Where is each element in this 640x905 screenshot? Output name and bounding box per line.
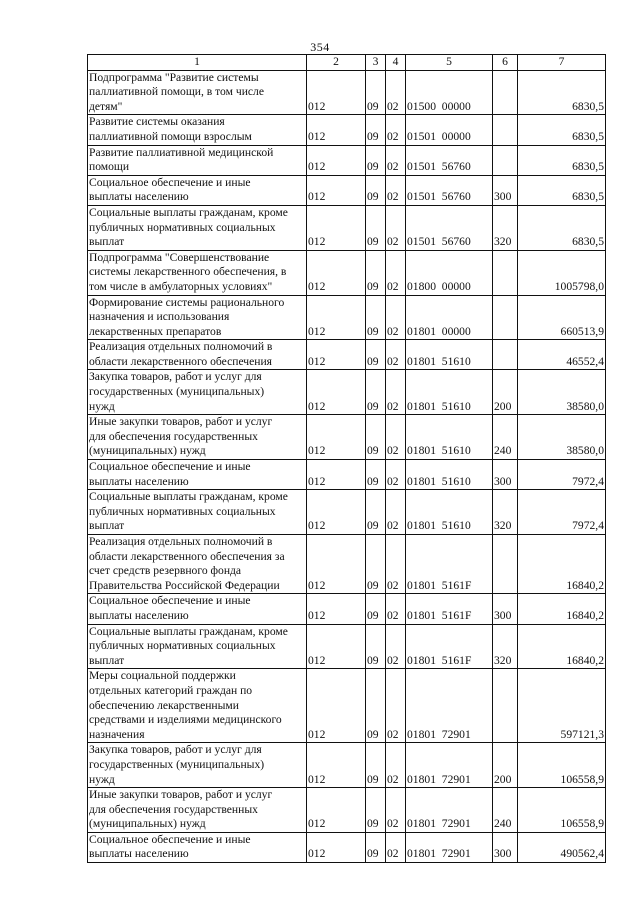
ministry-code-cell: 012 [307,340,366,370]
expense-type-cell: 320 [493,205,518,250]
row-name-cell: Развитие системы оказания паллиативной помощи взрослым [88,115,307,145]
target-article-cell: 01501 56760 [406,175,493,205]
target-article-cell: 01501 00000 [406,115,493,145]
ministry-code-cell: 012 [307,460,366,490]
row-name-cell: Социальные выплаты гражданам, кроме публичных нормативных социальных выплат [88,490,307,535]
expense-type-cell [493,295,518,340]
table-row [88,460,606,490]
subsection-code-cell: 02 [386,624,406,669]
table-row [88,788,606,833]
amount-cell: 6830,5 [518,175,606,205]
subsection-code-cell: 02 [386,743,406,788]
section-code-cell: 09 [366,250,386,295]
ministry-code-cell: 012 [307,490,366,535]
subsection-code-cell: 02 [386,205,406,250]
section-code-cell: 09 [366,669,386,743]
target-article-cell: 01801 5161F [406,624,493,669]
page-number: 354 [310,40,330,54]
amount-cell: 490562,4 [518,832,606,862]
header-cell: 6 [493,55,518,71]
target-article-cell: 01801 72901 [406,669,493,743]
amount-cell: 106558,9 [518,743,606,788]
subsection-code-cell: 02 [386,788,406,833]
table-row [88,743,606,788]
subsection-code-cell: 02 [386,415,406,460]
amount-cell: 6830,5 [518,205,606,250]
subsection-code-cell: 02 [386,669,406,743]
table-row [88,594,606,624]
table-row [88,175,606,205]
amount-cell: 6830,5 [518,145,606,175]
ministry-code-cell: 012 [307,370,366,415]
amount-cell: 6830,5 [518,115,606,145]
row-name-cell: Закупка товаров, работ и услуг для государственных (муниципальных) нужд [88,743,307,788]
expense-type-cell [493,340,518,370]
row-name-cell: Развитие паллиативной медицинской помощи [88,145,307,175]
table-row [88,370,606,415]
ministry-code-cell: 012 [307,669,366,743]
section-code-cell: 09 [366,370,386,415]
row-name-cell: Формирование системы рационального назначения и использования лекарственных препаратов [88,295,307,340]
expense-type-cell: 300 [493,594,518,624]
expense-type-cell: 320 [493,490,518,535]
section-code-cell: 09 [366,594,386,624]
subsection-code-cell: 02 [386,250,406,295]
table-row [88,832,606,862]
expense-type-cell: 320 [493,624,518,669]
section-code-cell: 09 [366,175,386,205]
amount-cell: 660513,9 [518,295,606,340]
ministry-code-cell: 012 [307,415,366,460]
ministry-code-cell: 012 [307,594,366,624]
amount-cell: 597121,3 [518,669,606,743]
header-cell: 2 [307,55,366,71]
subsection-code-cell: 02 [386,832,406,862]
table-row [88,535,606,594]
subsection-code-cell: 02 [386,460,406,490]
row-name-cell: Подпрограмма "Развитие системы паллиативной помощи, в том числе детям" [88,70,307,115]
amount-cell: 16840,2 [518,594,606,624]
target-article-cell: 01801 72901 [406,743,493,788]
section-code-cell: 09 [366,743,386,788]
section-code-cell: 09 [366,460,386,490]
ministry-code-cell: 012 [307,115,366,145]
row-name-cell: Социальные выплаты гражданам, кроме публичных нормативных социальных выплат [88,624,307,669]
expense-type-cell: 300 [493,175,518,205]
table-row [88,624,606,669]
target-article-cell: 01500 00000 [406,70,493,115]
expense-type-cell [493,70,518,115]
section-code-cell: 09 [366,535,386,594]
ministry-code-cell: 012 [307,743,366,788]
section-code-cell: 09 [366,624,386,669]
subsection-code-cell: 02 [386,490,406,535]
ministry-code-cell: 012 [307,295,366,340]
section-code-cell: 09 [366,490,386,535]
expense-type-cell: 200 [493,370,518,415]
expense-type-cell [493,145,518,175]
section-code-cell: 09 [366,295,386,340]
expense-type-cell [493,535,518,594]
amount-cell: 7972,4 [518,490,606,535]
section-code-cell: 09 [366,115,386,145]
ministry-code-cell: 012 [307,175,366,205]
target-article-cell: 01801 51610 [406,490,493,535]
section-code-cell: 09 [366,788,386,833]
ministry-code-cell: 012 [307,788,366,833]
table-row [88,145,606,175]
amount-cell: 6830,5 [518,70,606,115]
header-cell: 7 [518,55,606,71]
expense-type-cell [493,115,518,145]
row-name-cell: Меры социальной поддержки отдельных категорий граждан по обеспечению лекарственными средствами и изделиями медицинского назначения [88,669,307,743]
row-name-cell: Социальное обеспечение и иные выплаты населению [88,175,307,205]
expense-type-cell [493,669,518,743]
ministry-code-cell: 012 [307,535,366,594]
ministry-code-cell: 012 [307,624,366,669]
row-name-cell: Социальное обеспечение и иные выплаты населению [88,832,307,862]
target-article-cell: 01801 5161F [406,594,493,624]
amount-cell: 16840,2 [518,624,606,669]
table-row [88,340,606,370]
target-article-cell: 01501 56760 [406,145,493,175]
ministry-code-cell: 012 [307,205,366,250]
row-name-cell: Подпрограмма "Совершенствование системы лекарственного обеспечения, в том числе в амбулаторных условиях" [88,250,307,295]
target-article-cell: 01801 51610 [406,340,493,370]
table-row [88,295,606,340]
table-row [88,250,606,295]
amount-cell: 46552,4 [518,340,606,370]
table-row [88,205,606,250]
target-article-cell: 01501 56760 [406,205,493,250]
row-name-cell: Социальное обеспечение и иные выплаты населению [88,460,307,490]
subsection-code-cell: 02 [386,175,406,205]
ministry-code-cell: 012 [307,250,366,295]
header-cell: 3 [366,55,386,71]
section-code-cell: 09 [366,145,386,175]
target-article-cell: 01801 00000 [406,295,493,340]
expense-type-cell [493,250,518,295]
target-article-cell: 01801 51610 [406,370,493,415]
amount-cell: 106558,9 [518,788,606,833]
target-article-cell: 01800 00000 [406,250,493,295]
table-row [88,70,606,115]
target-article-cell: 01801 5161F [406,535,493,594]
subsection-code-cell: 02 [386,340,406,370]
table-row [88,415,606,460]
row-name-cell: Иные закупки товаров, работ и услуг для обеспечения государственных (муниципальных) нужд [88,788,307,833]
subsection-code-cell: 02 [386,594,406,624]
expense-type-cell: 300 [493,460,518,490]
expense-type-cell: 200 [493,743,518,788]
table-row [88,490,606,535]
target-article-cell: 01801 51610 [406,460,493,490]
subsection-code-cell: 02 [386,295,406,340]
row-name-cell: Реализация отдельных полномочий в области лекарственного обеспечения [88,340,307,370]
section-code-cell: 09 [366,340,386,370]
amount-cell: 7972,4 [518,460,606,490]
expense-type-cell: 240 [493,788,518,833]
header-row [88,55,606,71]
section-code-cell: 09 [366,832,386,862]
table-row [88,669,606,743]
amount-cell: 16840,2 [518,535,606,594]
table-row [88,115,606,145]
row-name-cell: Социальные выплаты гражданам, кроме публичных нормативных социальных выплат [88,205,307,250]
ministry-code-cell: 012 [307,145,366,175]
header-cell: 5 [406,55,493,71]
header-cell: 1 [88,55,307,71]
amount-cell: 38580,0 [518,370,606,415]
ministry-code-cell: 012 [307,70,366,115]
expense-type-cell: 240 [493,415,518,460]
row-name-cell: Закупка товаров, работ и услуг для государственных (муниципальных) нужд [88,370,307,415]
section-code-cell: 09 [366,205,386,250]
subsection-code-cell: 02 [386,535,406,594]
section-code-cell: 09 [366,70,386,115]
row-name-cell: Иные закупки товаров, работ и услуг для обеспечения государственных (муниципальных) нужд [88,415,307,460]
row-name-cell: Реализация отдельных полномочий в области лекарственного обеспечения за счет средств резервного фонда Правительства Российской Федерации [88,535,307,594]
subsection-code-cell: 02 [386,370,406,415]
amount-cell: 38580,0 [518,415,606,460]
amount-cell: 1005798,0 [518,250,606,295]
budget-table [87,54,606,863]
expense-type-cell: 300 [493,832,518,862]
header-cell: 4 [386,55,406,71]
target-article-cell: 01801 72901 [406,788,493,833]
subsection-code-cell: 02 [386,145,406,175]
target-article-cell: 01801 51610 [406,415,493,460]
section-code-cell: 09 [366,415,386,460]
subsection-code-cell: 02 [386,70,406,115]
target-article-cell: 01801 72901 [406,832,493,862]
row-name-cell: Социальное обеспечение и иные выплаты населению [88,594,307,624]
subsection-code-cell: 02 [386,115,406,145]
ministry-code-cell: 012 [307,832,366,862]
